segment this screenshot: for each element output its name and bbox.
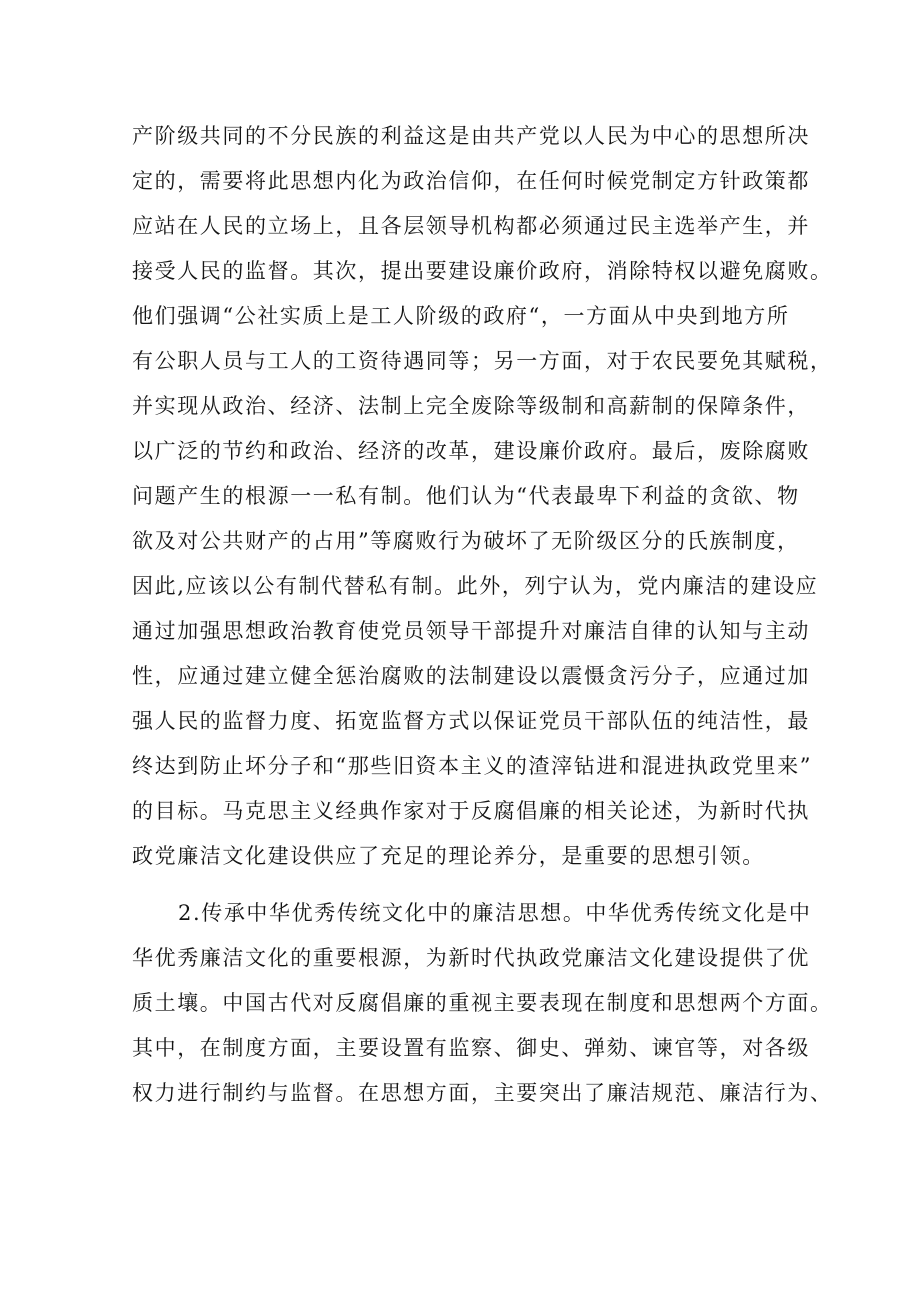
text-line: 欲及对公共财产的占用”等腐败行为破坏了无阶级区分的氏族制度， [132,529,800,553]
section-heading-line: 2.传承中华优秀传统文化中的廉洁思想。中华优秀传统文化是中 [178,901,812,925]
text-line: 华优秀廉洁文化的重要根源，为新时代执政党廉洁文化建设提供了优 [132,946,810,970]
text-line: 因此,应该以公有制代替私有制。此外，列宁认为，党内廉洁的建设应 [132,574,819,598]
text-line: 以广泛的节约和政治、经济的改革，建设廉价政府。最后，废除腐败 [132,439,810,463]
text-line: 产阶级共同的不分民族的利益这是由共产党以人民为中心的思想所决 [132,124,810,148]
text-line: 强人民的监督力度、拓宽监督方式以保证党员干部队伍的纯洁性，最 [132,709,810,733]
text-line: 定的，需要将此思想内化为政治信仰，在任何时候党制定方针政策都 [132,169,810,193]
text-line: 其中，在制度方面，主要设置有监察、御史、弹劾、谏官等，对各级 [132,1036,810,1060]
text-line: 政党廉洁文化建设供应了充足的理论养分，是重要的思想引领。 [132,844,765,868]
text-line: 权力进行制约与监督。在思想方面，主要突出了廉洁规范、廉洁行为、 [132,1081,833,1105]
text-line: 接受人民的监督。其次，提出要建设廉价政府，消除特权以避免腐败。 [132,259,833,283]
text-line: 问题产生的根源一一私有制。他们认为“代表最卑下利益的贪欲、物 [132,484,800,508]
text-line: 质土壤。中国古代对反腐倡廉的重视主要表现在制度和思想两个方面。 [132,991,833,1015]
text-line: 的目标。马克思主义经典作家对于反腐倡廉的相关论述，为新时代执 [132,799,810,823]
text-line: 应站在人民的立场上，且各层领导机构都必须通过民主选举产生，并 [132,214,810,238]
text-line: 并实现从政治、经济、法制上完全废除等级制和高薪制的保障条件， [132,394,810,418]
text-line: 终达到防止坏分子和“那些旧资本主义的渣滓钻进和混进执政党里来” [132,754,813,778]
text-line: 他们强调“公社实质上是工人阶级的政府“，一方面从中央到地方所 [132,304,790,328]
text-line: 有公职人员与工人的工资待遇同等；另一方面，对于农民要免其赋税， [132,349,833,373]
text-line: 性，应通过建立健全惩治腐败的法制建设以震慑贪污分子，应通过加 [132,664,810,688]
text-line: 通过加强思想政治教育使党员领导干部提升对廉洁自律的认知与主动 [132,619,810,643]
